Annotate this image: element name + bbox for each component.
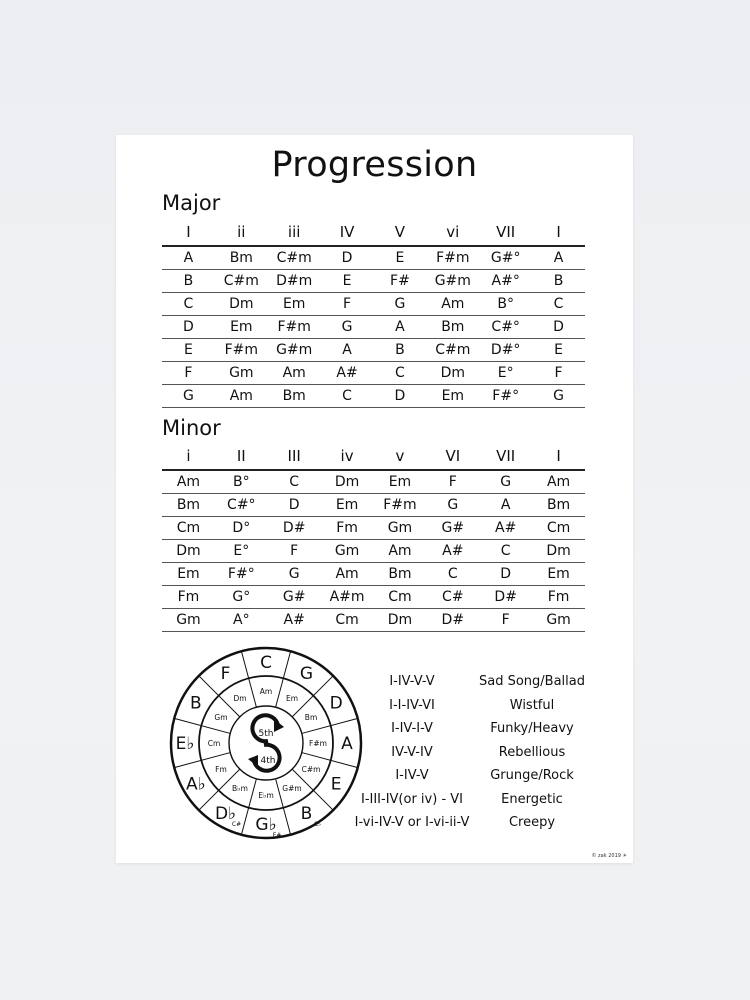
column-header: I [556,223,561,241]
inner-key-label: E♭m [258,791,274,800]
chord-cell: F [501,612,510,628]
inner-key-label: Cm [207,739,221,748]
chord-cell: A# [336,365,358,381]
chord-cell: G [183,388,194,404]
chord-cell: F#m [436,250,470,266]
chord-cell: D [500,566,512,582]
chord-cell: G#° [490,250,521,266]
poster [116,135,633,863]
chord-cell: G [394,296,406,312]
column-header: ii [237,223,246,241]
chord-cell: F#° [492,388,520,404]
chord-cell: A° [233,612,250,628]
chord-cell: Cm [388,589,412,605]
chord-cell: D [553,319,564,335]
progression-mood: Grunge/Rock [490,768,574,784]
arrowhead-icon [274,719,284,732]
chord-cell: Fm [547,589,570,605]
chord-cell: A [395,319,405,335]
progression-mood: Wistful [509,697,555,713]
column-header: IV [339,223,355,241]
chord-cell: Bm [229,250,253,266]
chord-cell: C#° [491,319,520,335]
outer-key-label: G♭ [255,815,277,835]
chord-cell: D [394,388,406,404]
chord-cell: Em [547,566,570,582]
progression-item [352,788,592,812]
inner-key-label: B♭m [232,784,248,794]
chord-cell: F#° [227,566,255,582]
progression-pattern: I-IV-I-V [391,721,433,737]
chord-cell: B [553,273,564,289]
chord-cell: Bm [388,566,412,582]
inner-key-label: G#m [282,784,302,794]
outer-key-label: A♭ [186,774,206,795]
outer-key-label: D♭ [214,804,237,825]
progression-item [352,694,592,718]
outer-key-label: E [330,774,342,795]
chord-cell: Am [441,296,465,312]
chord-cell: B [395,342,405,358]
chord-cell: Dm [440,365,466,381]
arrowhead-icon [248,755,258,767]
table-row [162,385,585,408]
chord-cell: C# [442,589,464,605]
circle-of-fifths-diagram [168,645,364,841]
chord-cell: G [553,388,564,404]
chord-cell: Cm [176,520,201,536]
chord-cell: Am [229,388,253,404]
table-row [162,586,585,609]
progression-item [352,717,592,741]
poster-title: Progression [271,145,478,185]
progression-mood: Energetic [501,791,563,807]
major-label: Major [162,191,221,215]
chord-cell: Am [176,474,201,490]
table-row [162,517,585,540]
chord-cell: Bm [282,388,306,404]
chord-cell: F#m [277,319,311,335]
chord-cell: G#m [434,273,471,289]
chord-cell: D [183,319,194,335]
inner-key-label: Fm [215,765,227,774]
minor-header-row [162,441,585,471]
chord-cell: Em [441,388,465,404]
chord-cell: D [341,250,353,266]
chord-cell: A [342,342,352,358]
table-row [162,471,585,494]
chord-cell: C#m [435,342,471,358]
chord-cell: C [395,365,405,381]
progression-mood: Sad Song/Ballad [478,674,585,690]
chord-cell: E [554,342,563,358]
progression-mood: Rebellious [498,744,566,760]
inner-key-label: Am [259,687,273,696]
chord-cell: Dm [387,612,413,628]
outer-key-label: C [260,653,272,673]
chord-cell: Fm [177,589,200,605]
chord-cell: C#° [227,497,256,513]
chord-cell: A#° [491,273,520,289]
inner-key-label: Dm [233,693,247,703]
enharmonic-label: C♭ [313,821,322,829]
chord-cell: A [553,250,564,266]
chord-cell: Dm [334,474,360,490]
column-header: iv [340,447,354,465]
table-row [162,609,585,632]
table-row [162,316,585,339]
chord-cell: Em [388,474,412,490]
chord-cell: F [554,365,563,381]
table-row [162,494,585,517]
inner-key-label: Bm [304,713,318,722]
chord-cell: Am [335,566,359,582]
chord-cell: C [447,566,458,582]
chord-cell: G#m [276,342,313,358]
outer-key-label: E♭ [175,734,195,754]
table-row [162,293,585,316]
chord-cell: D# [282,520,306,536]
column-header: v [395,447,405,465]
column-header: VI [445,447,461,465]
table-row [162,247,585,270]
outer-key-label: D [329,693,343,714]
column-header: II [236,447,246,465]
inner-key-label: Gm [214,713,228,722]
chord-cell: D° [232,520,251,536]
table-row [162,362,585,385]
table-row [162,339,585,362]
enharmonic-label: C# [231,821,242,829]
progression-pattern: I-vi-IV-V or I-vi-ii-V [354,815,470,831]
chord-cell: Em [177,566,200,582]
chord-cell: Bm [441,319,465,335]
chord-cell: C [500,543,511,559]
major-header-row [162,217,585,247]
chord-cell: D# [441,612,465,628]
inner-key-label: C#m [301,765,321,774]
chord-cell: D#m [276,273,313,289]
chord-cell: F [184,365,193,381]
chord-cell: D [288,497,300,513]
chord-cell: F#m [383,497,417,513]
chord-cell: Gm [387,520,413,536]
chord-cell: C [289,474,300,490]
chord-cell: Bm [176,497,201,513]
chord-cell: C#m [223,273,259,289]
chord-cell: D#° [490,342,521,358]
inner-key-label: F#m [309,739,327,748]
progression-mood: Creepy [508,815,556,831]
chord-cell: Dm [229,296,254,312]
chord-cell: G [341,319,353,335]
chord-cell: Gm [334,543,360,559]
chord-cell: Fm [336,520,358,536]
outer-key-label: G [299,663,314,684]
chord-cell: G° [232,589,251,605]
chord-cell: B [183,273,194,289]
chord-cell: Em [335,497,359,513]
copyright: © zak 2019 ☀ [591,853,627,859]
chord-cell: G [500,474,512,490]
chord-cell: C [183,296,194,312]
column-header: vi [446,223,460,241]
chord-cell: Cm [546,520,571,536]
chord-cell: Bm [546,497,571,513]
inner-key-label: Em [285,693,299,703]
chord-cell: Am [282,365,306,381]
chord-cell: Am [388,543,412,559]
progression-item [352,670,592,694]
chord-cell: F# [390,273,410,289]
outer-key-label: A [341,734,353,754]
chord-cell: F [448,474,457,490]
progression-pattern: I-IV-V-V [389,674,435,690]
chord-cell: F [343,296,352,312]
outer-key-label: B [190,693,202,714]
chord-cell: G# [441,520,465,536]
chord-cell: B° [497,296,514,312]
progression-pattern: I-I-IV-VI [389,697,435,713]
chord-cell: A [183,250,194,266]
chord-cell: Dm [546,543,571,559]
chord-cell: G [288,566,300,582]
progression-item [352,764,592,788]
progression-mood: Funky/Heavy [490,721,574,737]
chord-cell: F#m [224,342,259,358]
progression-pattern: I-IV-V [395,768,429,784]
chord-cell: A# [283,612,305,628]
chord-cell: E [395,250,405,266]
chord-cell: D# [494,589,517,605]
chord-cell: C [342,388,352,404]
enharmonic-label: F# [272,832,282,839]
chord-cell: A [500,497,511,513]
column-header: I [556,447,561,465]
chord-cell: Gm [546,612,571,628]
chord-cell: Cm [335,612,359,628]
column-header: VII [496,223,516,241]
column-header: iii [287,223,301,241]
table-row [162,563,585,586]
chord-cell: A# [442,543,464,559]
column-header: VII [496,447,516,465]
table-row [162,540,585,563]
chord-cell: Am [546,474,571,490]
column-header: I [186,223,191,241]
chord-cell: A# [495,520,517,536]
chord-cell: E [342,273,352,289]
minor-table [162,441,585,632]
chord-cell: Em [230,319,253,335]
chord-cell: B° [233,474,250,490]
progression-item [352,741,592,765]
chord-cell: C#m [276,250,312,266]
progression-pattern: IV-V-IV [391,744,433,760]
outer-key-label: F [220,663,231,684]
outer-key-label: B [300,804,313,825]
fifth-label: 5th [258,729,274,739]
chord-cell: G [447,497,459,513]
minor-label: Minor [162,416,221,440]
chord-cell: Gm [229,365,254,381]
progression-item [352,811,592,835]
chord-cell: Em [282,296,306,312]
chord-cell: F [290,543,299,559]
chord-cell: C [553,296,564,312]
column-header: V [394,223,406,241]
column-header: III [287,447,301,465]
chord-cell: A#m [329,589,365,605]
table-row [162,270,585,293]
chord-cell: Dm [176,543,201,559]
chord-cell: G# [282,589,306,605]
chord-cell: E° [233,543,250,559]
progression-pattern: I-III-IV(or iv) - VI [360,791,463,807]
chord-cell: Gm [176,612,201,628]
chord-cell: E [184,342,193,358]
major-table [162,217,585,408]
circle-of-fifths [168,645,364,841]
chord-cell: E° [497,365,514,381]
fourth-label: 4th [260,756,276,766]
progression-list [352,670,592,835]
column-header: i [186,447,191,465]
